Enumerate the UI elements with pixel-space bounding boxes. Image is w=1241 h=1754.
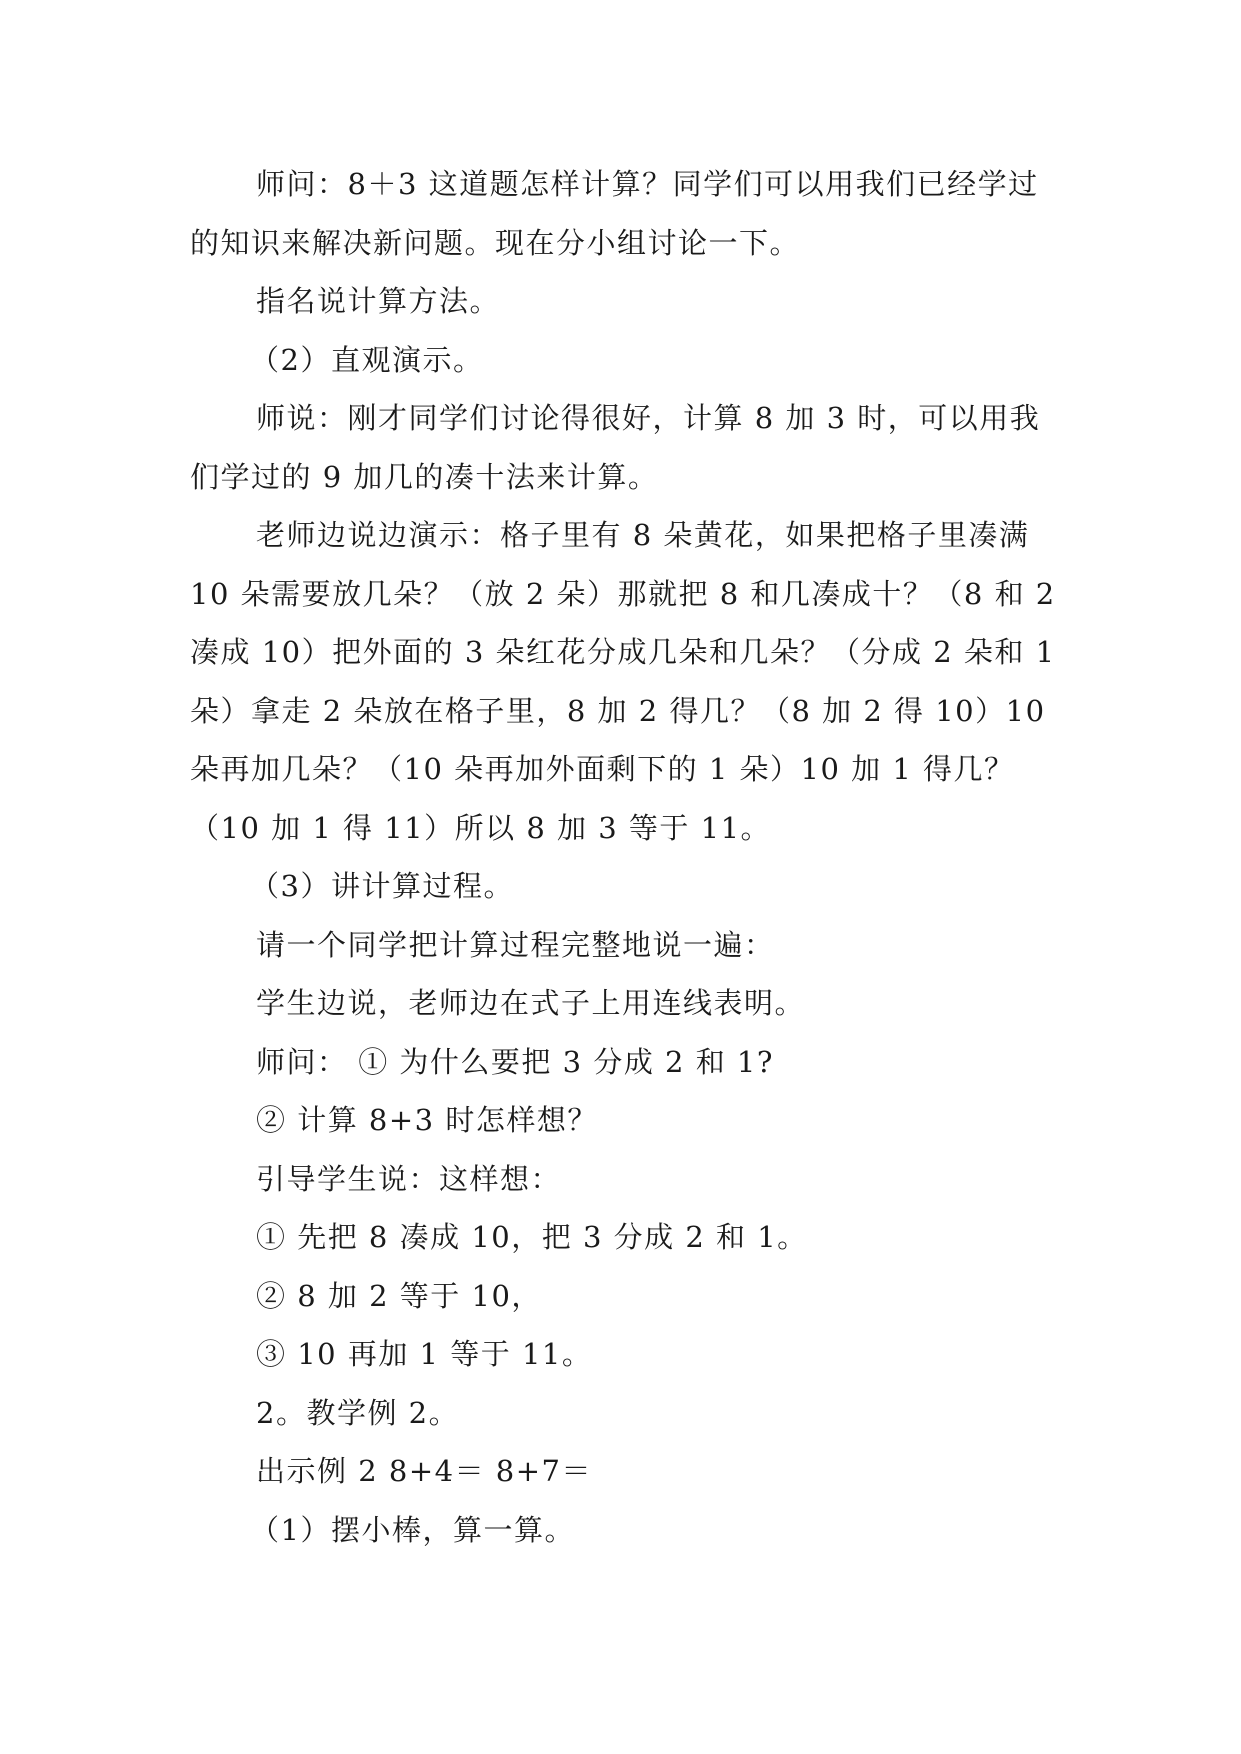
paragraph-teacher-question: 师问：8＋3 这道题怎样计算？同学们可以用我们已经学过的知识来解决新问题。现在分小组讨论一下。 [190, 167, 1039, 260]
paragraph-name-method: 指名说计算方法。 [256, 284, 501, 318]
paragraph-heading-2: （2）直观演示。 [250, 342, 484, 377]
paragraph-example-2: 2。教学例 2。 [256, 1395, 460, 1430]
paragraph-ask-student: 请一个同学把计算过程完整地说一遍： [256, 927, 775, 962]
paragraph-guide: 引导学生说：这样想： [256, 1161, 562, 1196]
paragraph-student-says: 学生边说，老师边在式子上用连线表明。 [256, 986, 806, 1020]
paragraph-show-example: 出示例 2 8+4＝ 8+7＝ [256, 1454, 593, 1488]
paragraph-heading-3: （3）讲计算过程。 [250, 869, 514, 903]
document-body [190, 155, 1060, 1559]
paragraph-teacher-asks: 师问： ① 为什么要把 3 分成 2 和 1? [256, 1044, 774, 1079]
paragraph-step-1: ① 先把 8 凑成 10，把 3 分成 2 和 1。 [256, 1220, 808, 1254]
paragraph-demo: 老师边说边演示：格子里有 8 朵黄花，如果把格子里凑满 10 朵需要放几朵？（放 2 朵）那就把 8 和几凑成十？（8 和 2 凑成 10）把外面的 3 朵红花分成几朵和几朵？（分成 2 朵和 1 朵）拿走 2 朵放在格子里，8 加 2 得几？（8 加 2 得 10）10 朵再加几朵？（10 朵再加外面剩下的 1 朵）10 加 1 得几？（10 加 1 得 11）所以 8 加 3 等于 11。 [190, 518, 1056, 845]
paragraph-how-think: ② 计算 8+3 时怎样想？ [256, 1103, 598, 1137]
paragraph-step-2: ② 8 加 2 等于 10， [256, 1278, 542, 1313]
paragraph-teacher-says: 师说：刚才同学们讨论得很好，计算 8 加 3 时，可以用我们学过的 9 加几的凑十法来计算。 [190, 401, 1041, 494]
paragraph-heading-1: （1）摆小棒，算一算。 [250, 1512, 575, 1547]
paragraph-step-3: ③ 10 再加 1 等于 11。 [256, 1337, 593, 1371]
